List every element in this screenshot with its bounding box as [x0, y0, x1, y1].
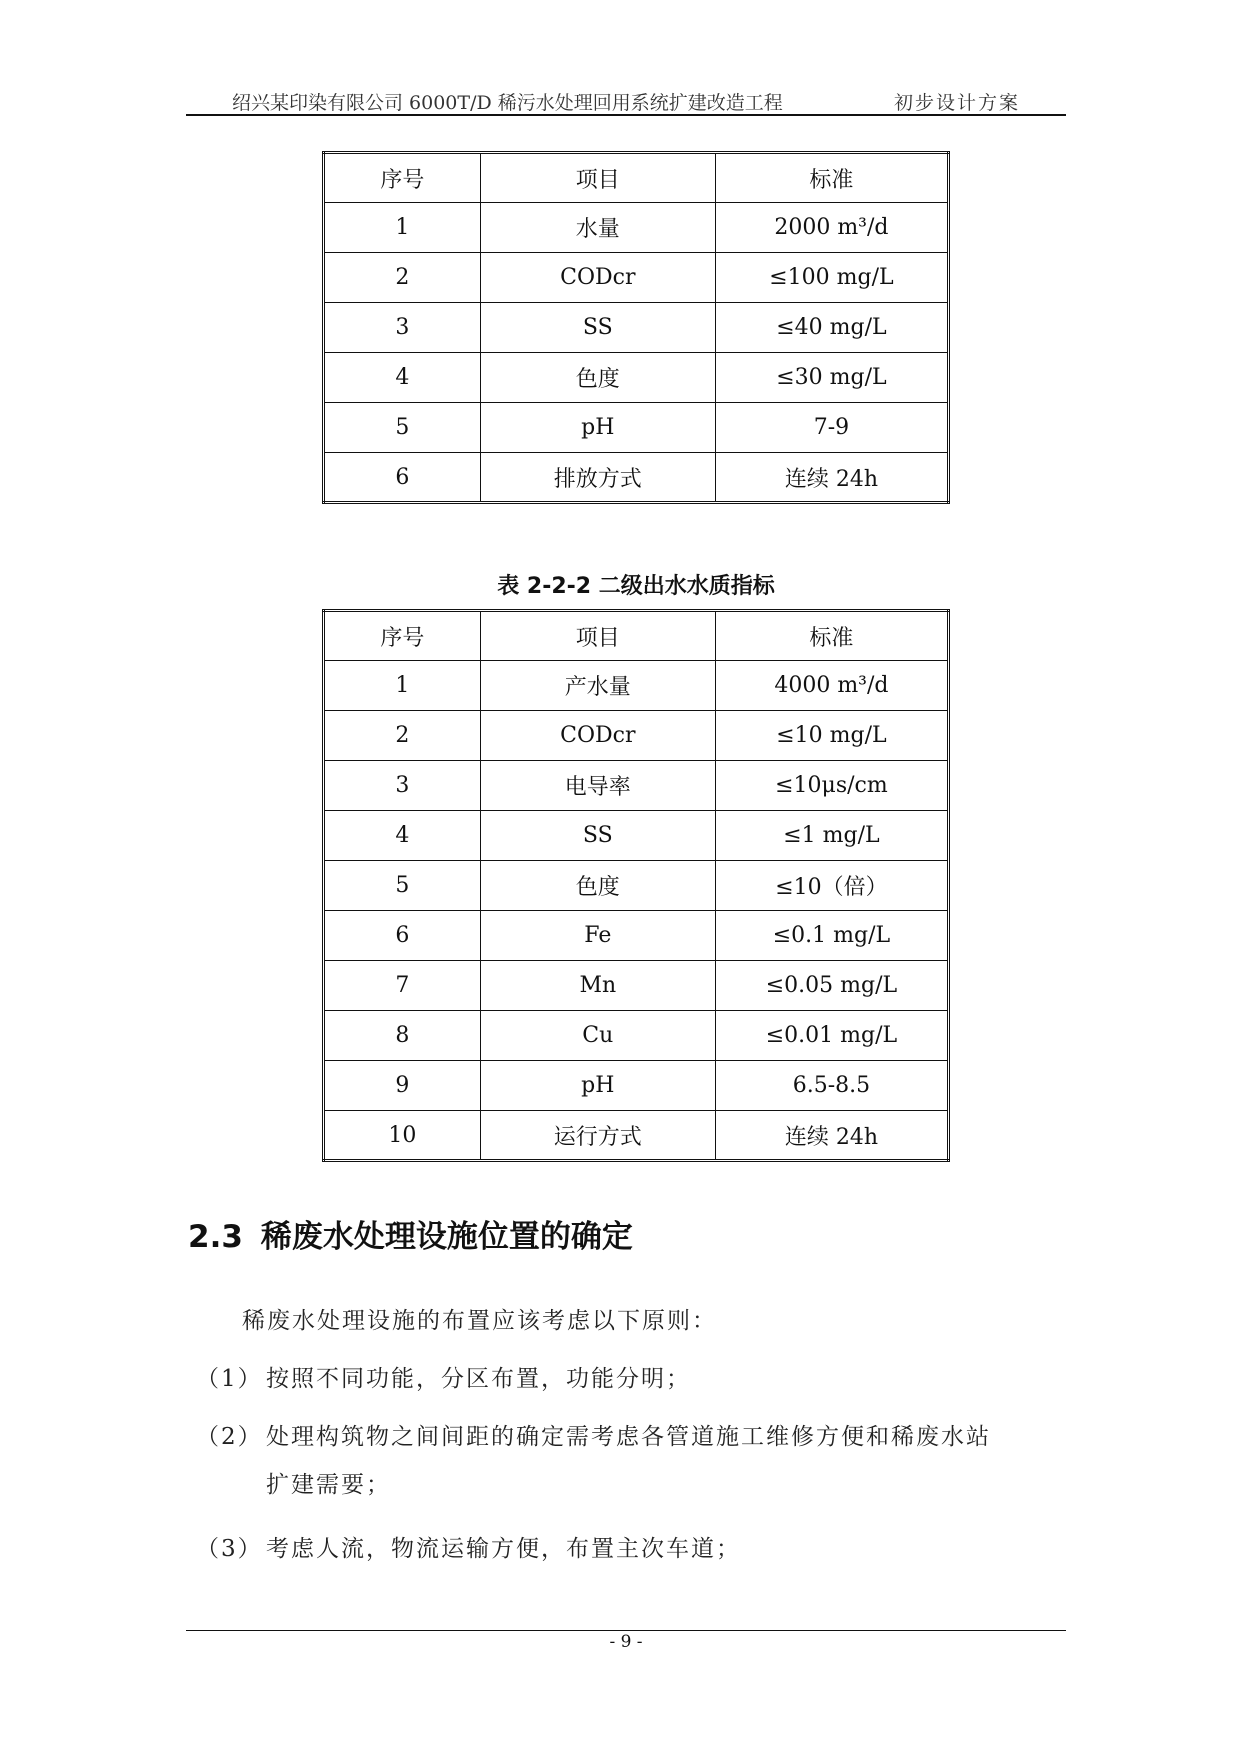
footer-rule — [186, 1630, 1066, 1631]
table-cell: ≤10 mg/L — [715, 711, 948, 761]
table-cell: ≤100 mg/L — [715, 253, 948, 303]
table-cell: 7-9 — [715, 403, 948, 453]
table-cell: Cu — [480, 1011, 715, 1061]
table-cell: 电导率 — [480, 761, 715, 811]
table-cell: 6 — [324, 911, 481, 961]
list-item-label: （2） — [196, 1424, 263, 1450]
table-cell: 运行方式 — [480, 1111, 715, 1161]
table-cell: 1 — [324, 203, 481, 253]
table-row — [324, 811, 949, 861]
table-cell: 3 — [324, 303, 481, 353]
table-cell: 4000 m³/d — [715, 661, 948, 711]
table-cell: CODcr — [480, 711, 715, 761]
list-item — [196, 1418, 991, 1451]
table-row — [324, 403, 949, 453]
table-cell: pH — [480, 403, 715, 453]
list-item-continuation: 扩建需要； — [266, 1472, 391, 1498]
table-row — [324, 1111, 949, 1161]
section-title-text: 稀废水处理设施位置的确定 — [260, 1219, 633, 1255]
table-cell: 4 — [324, 811, 481, 861]
table-cell: ≤0.05 mg/L — [715, 961, 948, 1011]
list-item-label: （3） — [196, 1536, 263, 1562]
list-item-text: 按照不同功能，分区布置，功能分明； — [266, 1366, 691, 1392]
list-item-label: （1） — [196, 1366, 263, 1392]
table-cell: 色度 — [480, 861, 715, 911]
table-row — [324, 203, 949, 253]
header-document-type: 初步设计方案 — [893, 92, 1020, 114]
secondary-effluent-quality-table — [322, 609, 950, 1162]
list-item-text: 考虑人流，物流运输方便，布置主次车道； — [266, 1536, 741, 1562]
table-row — [324, 961, 949, 1011]
table-cell: 9 — [324, 1061, 481, 1111]
header-rule — [186, 114, 1066, 116]
table-row — [324, 861, 949, 911]
table-row — [324, 453, 949, 503]
table-row — [324, 661, 949, 711]
table-cell: 水量 — [480, 203, 715, 253]
table-cell: 产水量 — [480, 661, 715, 711]
table-cell: 3 — [324, 761, 481, 811]
table-row — [324, 353, 949, 403]
table-cell: 色度 — [480, 353, 715, 403]
table-cell: 2000 m³/d — [715, 203, 948, 253]
table-caption: 表 2-2-2 二级出水水质指标 — [497, 574, 775, 599]
section-heading — [188, 1211, 633, 1256]
table-cell: ≤40 mg/L — [715, 303, 948, 353]
table-header-row — [324, 153, 949, 203]
table-cell: 4 — [324, 353, 481, 403]
table-row — [324, 1011, 949, 1061]
page-number: - 9 - — [609, 1632, 643, 1652]
table-cell: 8 — [324, 1011, 481, 1061]
table-cell: 5 — [324, 861, 481, 911]
column-header: 序号 — [324, 611, 481, 661]
table-cell: SS — [480, 303, 715, 353]
column-header: 标准 — [715, 611, 948, 661]
influent-standard-table — [322, 151, 950, 504]
table-cell: ≤0.01 mg/L — [715, 1011, 948, 1061]
table-cell: 6 — [324, 453, 481, 503]
table-cell: CODcr — [480, 253, 715, 303]
table-cell: 连续 24h — [715, 1111, 948, 1161]
column-header: 项目 — [480, 611, 715, 661]
table-cell: SS — [480, 811, 715, 861]
table-cell: 排放方式 — [480, 453, 715, 503]
table-cell: pH — [480, 1061, 715, 1111]
table-cell: ≤10μs/cm — [715, 761, 948, 811]
list-item — [196, 1530, 741, 1563]
section-intro-paragraph: 稀废水处理设施的布置应该考虑以下原则： — [242, 1308, 717, 1334]
page-header — [186, 88, 1066, 116]
list-item — [196, 1360, 691, 1393]
column-header: 标准 — [715, 153, 948, 203]
table-cell: ≤1 mg/L — [715, 811, 948, 861]
table-cell: Fe — [480, 911, 715, 961]
table-cell: 6.5-8.5 — [715, 1061, 948, 1111]
table-row — [324, 253, 949, 303]
table-cell: Mn — [480, 961, 715, 1011]
table-row — [324, 1061, 949, 1111]
table-cell: 5 — [324, 403, 481, 453]
table-header-row — [324, 611, 949, 661]
table-cell: ≤0.1 mg/L — [715, 911, 948, 961]
table-cell: 2 — [324, 253, 481, 303]
table-cell: 1 — [324, 661, 481, 711]
table-row — [324, 303, 949, 353]
table-row — [324, 711, 949, 761]
table-row — [324, 911, 949, 961]
table-cell: 10 — [324, 1111, 481, 1161]
list-item-text: 处理构筑物之间间距的确定需考虑各管道施工维修方便和稀废水站 — [266, 1424, 991, 1450]
table-cell: ≤30 mg/L — [715, 353, 948, 403]
column-header: 序号 — [324, 153, 481, 203]
table-cell: 2 — [324, 711, 481, 761]
section-number: 2.3 — [188, 1219, 243, 1255]
table-cell: ≤10（倍） — [715, 861, 948, 911]
table-row — [324, 761, 949, 811]
table-cell: 连续 24h — [715, 453, 948, 503]
header-document-title: 绍兴某印染有限公司 6000T/D 稀污水处理回用系统扩建改造工程 — [232, 92, 783, 114]
table-cell: 7 — [324, 961, 481, 1011]
column-header: 项目 — [480, 153, 715, 203]
